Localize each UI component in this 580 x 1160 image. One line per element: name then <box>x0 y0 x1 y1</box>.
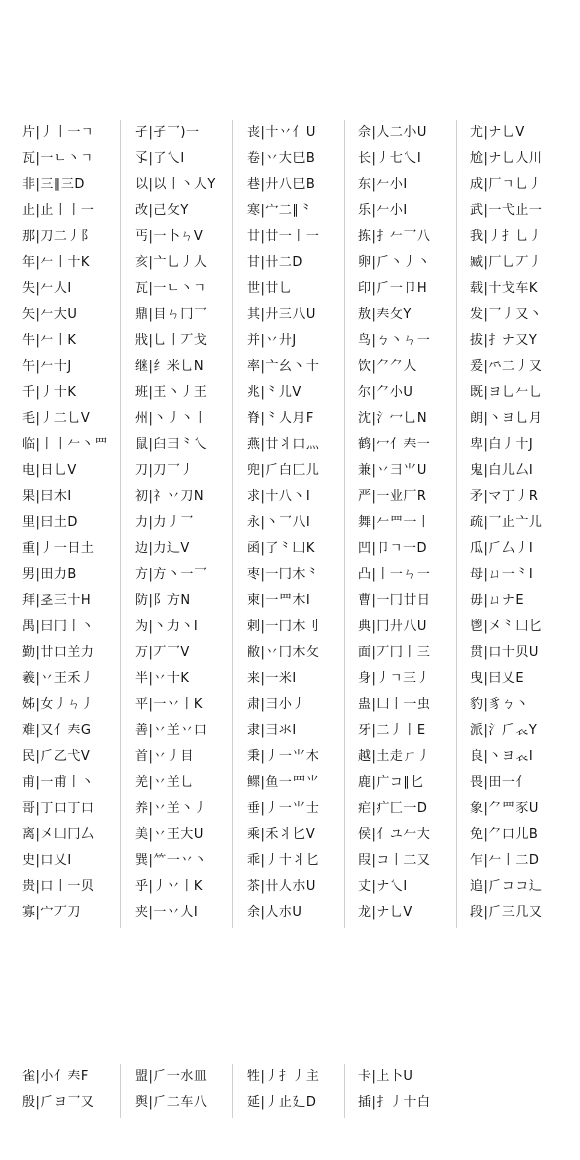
table-entry: 刀|刀乛丿 <box>135 463 194 478</box>
table-entry: 男|田力B <box>22 567 77 582</box>
table-entry: 甘|卄二D <box>247 255 303 270</box>
table-entry: 改|己攵Y <box>135 203 189 218</box>
table-entry: 永|丶乛八I <box>247 515 311 530</box>
table-entry: 防|阝方N <box>135 593 191 608</box>
table-entry: 果|曰木I <box>22 489 72 504</box>
table-entry: 乘|禾丬匕V <box>247 827 316 842</box>
table-entry: 乍|𠂉丨二D <box>470 853 540 868</box>
table-entry: 世|廿乚 <box>247 281 293 296</box>
table-entry: 美|丷王大U <box>135 827 204 842</box>
table-entry: 其|廾三八U <box>247 307 316 322</box>
table-entry: 盟|𠂆一水皿 <box>135 1069 208 1084</box>
column-divider <box>232 120 233 928</box>
table-entry: 典|冂廾八U <box>358 619 427 634</box>
table-entry: 羌|丷𦍌乚 <box>135 775 194 790</box>
table-entry: 非|三∥三D <box>22 177 85 192</box>
table-entry: 贵|口丨一贝 <box>22 879 95 894</box>
table-entry: 尔|⺈小U <box>358 385 414 400</box>
table-entry: 畏|田一⺅ <box>470 775 529 790</box>
table-entry: 发|乛丿又丶 <box>470 307 543 322</box>
table-entry: 年|𠂉丨十K <box>22 255 90 270</box>
table-entry: 牙|二丿丨E <box>358 723 426 738</box>
table-entry: 既|ヨ乚𠂉乚 <box>470 385 543 400</box>
table-entry: 州|丶丿丶丨 <box>135 411 208 426</box>
table-entry: 拜|𢀖三十H <box>22 593 92 608</box>
table-entry: 燕|廿丬口灬 <box>247 437 320 452</box>
table-entry: 夹|一丷人I <box>135 905 199 920</box>
table-entry: 朗|丶ヨ乚月 <box>470 411 543 426</box>
table-entry: 寒|宀二∥⺀ <box>247 203 313 218</box>
table-entry: 东|𠂉小I <box>358 177 408 192</box>
table-entry: 那|刀二丿阝 <box>22 229 95 244</box>
table-entry: 勤|廿口𦍌力 <box>22 645 95 660</box>
supplementary-table <box>0 1064 580 1118</box>
table-entry: 拣|扌𠂉乛八 <box>358 229 431 244</box>
column-divider <box>120 120 121 928</box>
table-entry: 敝|丷冂木攵 <box>247 645 320 660</box>
table-entry: 茶|卄人朩U <box>247 879 316 894</box>
table-entry: 牛|𠂉丨K <box>22 333 77 348</box>
table-entry: 尤|ナ乚V <box>470 125 525 140</box>
table-entry: 半|丷十K <box>135 671 190 686</box>
table-entry: 止|止丨丨一 <box>22 203 95 218</box>
table-entry: 段|𠂆三几又 <box>470 905 543 920</box>
table-entry: 孑|孑乛)一 <box>135 125 200 140</box>
table-entry: 片|丿丨一ㄱ <box>22 125 94 140</box>
table-entry: 鸟|ㄅ丶ㄣ一 <box>358 333 431 348</box>
table-entry: 蛊|凵丨一虫 <box>358 697 431 712</box>
table-entry: 姊|女丿ㄣ丿 <box>22 697 95 712</box>
table-entry: 鬯|㐅⺀凵匕 <box>470 619 543 634</box>
table-entry: 柬|一罒木I <box>247 593 311 608</box>
table-entry: 牲|丿扌丿主 <box>247 1069 320 1084</box>
table-entry: 力|力丿乛 <box>135 515 194 530</box>
table-entry: 万|丆乛V <box>135 645 190 660</box>
table-entry: 面|丆冂丨三 <box>358 645 431 660</box>
table-entry: 豹|豸ㄅ丶 <box>470 697 529 712</box>
table-entry: 继|纟米乚N <box>135 359 205 374</box>
table-entry: 派|氵𠂆𧘇Y <box>470 723 538 738</box>
table-entry: 曳|曰乂E <box>470 671 525 686</box>
table-entry: 兼|丷⺕⺌U <box>358 463 427 478</box>
table-entry: 兆|⺀儿V <box>247 385 302 400</box>
table-entry: 史|口乂I <box>22 853 72 868</box>
table-entry: 电|日乚V <box>22 463 77 478</box>
table-entry: 侯|亻ユ𠂉大 <box>358 827 431 842</box>
table-entry: 追|𠂆ココ辶 <box>470 879 543 894</box>
table-entry: 疏|乛止亠儿 <box>470 515 543 530</box>
column-divider <box>344 120 345 928</box>
table-entry: 免|⺈口儿B <box>470 827 539 842</box>
table-entry: 叚|コ丨二又 <box>358 853 431 868</box>
table-entry: 边|力辶V <box>135 541 190 556</box>
table-entry: 兜|𠂆白匚儿 <box>247 463 320 478</box>
table-entry: 臧|厂乚丆丿 <box>470 255 543 270</box>
column-divider <box>232 1064 233 1118</box>
table-entry: 曹|一冂廿日 <box>358 593 431 608</box>
table-entry: 丧|十丷⺅U <box>247 125 316 140</box>
table-entry: 首|丷丿目 <box>135 749 194 764</box>
table-entry: 敖|𡗗攵Y <box>358 307 412 322</box>
table-entry: 甫|一甫丨丶 <box>22 775 95 790</box>
table-entry: 丈|ナ乀I <box>358 879 408 894</box>
table-entry: 亥|亠乚丿人 <box>135 255 208 270</box>
table-entry: 殷|𠂆ヨ乛又 <box>22 1095 95 1110</box>
table-entry: 鼎|目ㄣ冂乛 <box>135 307 208 322</box>
table-entry: 初|礻丷刀N <box>135 489 205 504</box>
table-entry: 鳏|鱼一罒⺌ <box>247 775 320 790</box>
table-entry: 印|𠂆一卩H <box>358 281 428 296</box>
table-entry: 垂|丿一⺌士 <box>247 801 320 816</box>
table-entry: 卷|丷大巳B <box>247 151 316 166</box>
table-entry: 廿|廿一丨一 <box>247 229 320 244</box>
table-entry: 鬼|白儿厶I <box>470 463 534 478</box>
table-entry: 求|十八丶I <box>247 489 311 504</box>
table-entry: 来|一米I <box>247 671 297 686</box>
table-entry: 载|十戈车K <box>470 281 538 296</box>
table-entry: 疟|疒匚一D <box>358 801 428 816</box>
table-entry: 延|丿止廴D <box>247 1095 317 1110</box>
table-entry: 尬|ナ乚人川 <box>470 151 543 166</box>
decomposition-table <box>0 120 580 928</box>
table-entry: 孓|了乀I <box>135 151 185 166</box>
table-entry: 并|丷廾J <box>247 333 297 348</box>
table-entry: 肃|⺕小丿 <box>247 697 306 712</box>
table-entry: 矢|𠂉大U <box>22 307 78 322</box>
table-entry: 枣|一冂木⺀ <box>247 567 320 582</box>
table-entry: 卡|上卜U <box>358 1069 414 1084</box>
table-entry: 瓜|𠂆厶丿I <box>470 541 534 556</box>
table-entry: 佘|人二小U <box>358 125 427 140</box>
table-entry: 羲|丷王禾丿 <box>22 671 95 686</box>
table-entry: 身|丿ㄱ三丿 <box>358 671 430 686</box>
table-entry: 鹤|冖亻𡗗一 <box>358 437 431 452</box>
table-entry: 长|丿七乀I <box>358 151 422 166</box>
table-entry: 戕|乚丨丆戈 <box>135 333 208 348</box>
column-divider <box>120 1064 121 1118</box>
table-entry: 里|曰土D <box>22 515 78 530</box>
table-entry: 卑|白丿十J <box>470 437 534 452</box>
table-entry: 脊|⺀人月F <box>247 411 314 426</box>
table-entry: 插|扌丿十白 <box>358 1095 431 1110</box>
table-entry: 矛|マ丁丿R <box>470 489 539 504</box>
table-entry: 良|丶ヨ𧘇I <box>470 749 534 764</box>
table-entry: 毋|ㄩナE <box>470 593 525 608</box>
table-entry: 鹿|广コ∥匕 <box>358 775 424 790</box>
table-entry: 以|以丨丶人Y <box>135 177 216 192</box>
table-entry: 重|丿一日土 <box>22 541 95 556</box>
table-entry: 严|一业厂R <box>358 489 427 504</box>
table-entry: 寡|宀丆刀 <box>22 905 81 920</box>
table-entry: 率|亠幺丶十 <box>247 359 320 374</box>
table-entry: 越|土走ㄏ丿 <box>358 749 431 764</box>
table-entry: 午|𠂉十J <box>22 359 72 374</box>
table-entry: 卵|𠂆丶丿丶 <box>358 255 431 270</box>
table-entry: 象|⺈罒豕U <box>470 801 539 816</box>
table-entry: 巷|廾八巳B <box>247 177 316 192</box>
table-entry: 离|㐅凵冂厶 <box>22 827 95 842</box>
table-entry: 秉|丿一⺌木 <box>247 749 320 764</box>
table-entry: 瓦|一ㄴ丶ㄱ <box>22 151 94 166</box>
table-entry: 平|一丷丨K <box>135 697 203 712</box>
table-entry: 方|方丶一乛 <box>135 567 208 582</box>
table-entry: 乐|𠂉小I <box>358 203 408 218</box>
table-entry: 鼠|臼⺕⺀乀 <box>135 437 208 452</box>
table-entry: 丐|一卜ㄣV <box>135 229 204 244</box>
table-entry: 凸|丨一ㄣ一 <box>358 567 431 582</box>
table-entry: 凹|卩ㄱ一D <box>358 541 427 556</box>
table-entry: 隶|⺕氺I <box>247 723 297 738</box>
table-entry: 难|又亻𡗗G <box>22 723 92 738</box>
table-entry: 乎|丿丷丨K <box>135 879 203 894</box>
table-entry: 舆|𠂆二车八 <box>135 1095 208 1110</box>
table-entry: 巽|⺮一丷丶 <box>135 853 208 868</box>
table-entry: 余|人朩U <box>247 905 303 920</box>
table-entry: 失|𠂉人I <box>22 281 72 296</box>
table-entry: 贯|口十贝U <box>470 645 539 660</box>
table-entry: 沈|氵冖乚N <box>358 411 428 426</box>
table-entry: 龙|ナ乚V <box>358 905 413 920</box>
table-entry: 武|一弋止一 <box>470 203 543 218</box>
table-entry: 舞|𠂉罒一丨 <box>358 515 431 530</box>
table-entry: 善|丷𦍌丷口 <box>135 723 208 738</box>
table-entry: 我|丿扌乚丿 <box>470 229 543 244</box>
table-entry: 饮|⺈⺈人 <box>358 359 417 374</box>
table-entry: 养|丷𦍌丶丿 <box>135 801 208 816</box>
table-entry: 临|丨丨𠂉丶罒 <box>22 437 108 452</box>
table-entry: 成|厂ㄱ乚丿 <box>470 177 542 192</box>
table-entry: 爰|⺤二丿又 <box>470 359 543 374</box>
table-entry: 拔|扌ナ又Y <box>470 333 538 348</box>
table-entry: 瓦|一ㄴ丶ㄱ <box>135 281 207 296</box>
table-entry: 班|王丶丿王 <box>135 385 208 400</box>
table-entry: 千|丿十K <box>22 385 77 400</box>
table-entry: 为|丶力丶I <box>135 619 199 634</box>
table-entry: 乖|丿十丬匕 <box>247 853 320 868</box>
column-divider <box>456 120 457 928</box>
table-entry: 雀|小亻𡗗F <box>22 1069 89 1084</box>
table-entry: 禺|曰冂丨丶 <box>22 619 95 634</box>
table-entry: 函|了⺀凵K <box>247 541 315 556</box>
table-entry: 剌|一冂木刂 <box>247 619 320 634</box>
table-entry: 哥|丁口丁口 <box>22 801 95 816</box>
table-entry: 民|𠂆乙弋V <box>22 749 91 764</box>
column-divider <box>344 1064 345 1118</box>
table-entry: 毛|丿二乚V <box>22 411 91 426</box>
table-entry: 母|ㄩ一⺀I <box>470 567 534 582</box>
